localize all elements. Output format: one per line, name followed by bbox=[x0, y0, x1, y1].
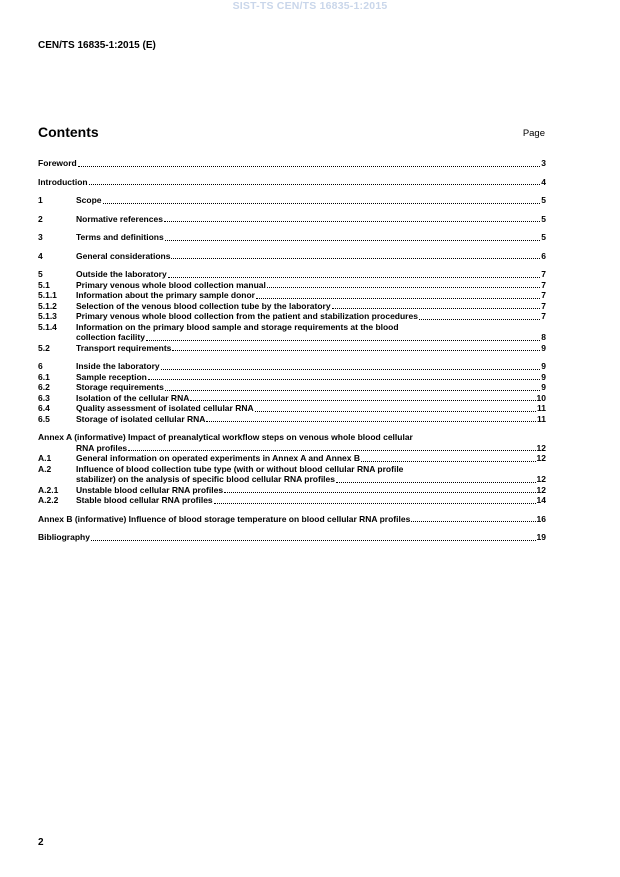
contents-title: Contents bbox=[38, 124, 99, 140]
dot-leader bbox=[411, 521, 535, 522]
toc-entry-a-2[interactable] bbox=[38, 464, 546, 485]
toc-number: A.1 bbox=[38, 453, 52, 463]
dot-leader bbox=[128, 450, 535, 451]
toc-title: Outside the laboratory bbox=[76, 269, 167, 279]
toc-number: A.2.2 bbox=[38, 495, 59, 505]
toc-title-line-2: stabilizer) on the analysis of specific blood cellular RNA profiles bbox=[76, 474, 335, 484]
toc-title: Transport requirements bbox=[76, 342, 172, 353]
toc-entry-a-2-2[interactable] bbox=[38, 495, 546, 506]
toc-entry-6-4[interactable] bbox=[38, 403, 546, 414]
dot-leader bbox=[332, 308, 541, 309]
toc-number: 6.4 bbox=[38, 403, 50, 413]
dot-leader bbox=[165, 390, 540, 391]
toc-page: 9 bbox=[541, 361, 546, 371]
toc-title: Terms and definitions bbox=[76, 232, 164, 242]
toc-entry-6-1[interactable] bbox=[38, 372, 546, 383]
toc-number: 5.1.2 bbox=[38, 300, 57, 311]
toc-title: Primary venous whole blood collection from the patient and stabilization procedures bbox=[76, 311, 418, 321]
toc-title-line-1: Annex A (informative) Impact of preanalytical workflow steps on venous whole blood cellular bbox=[38, 432, 413, 442]
toc-entry-5-2[interactable] bbox=[38, 343, 546, 354]
toc-entry-2[interactable] bbox=[38, 214, 546, 225]
toc-title: Bibliography bbox=[38, 532, 90, 542]
toc-entry-5-1-1[interactable] bbox=[38, 290, 546, 301]
toc-number: 5.1.1 bbox=[38, 290, 57, 300]
toc-title: Quality assessment of isolated cellular RNA bbox=[76, 403, 254, 413]
toc-page: 7 bbox=[541, 311, 546, 321]
toc-page: 14 bbox=[536, 495, 546, 505]
toc-page: 8 bbox=[541, 332, 546, 342]
toc-entry-introduction[interactable] bbox=[38, 177, 546, 188]
dot-leader bbox=[172, 350, 540, 351]
toc-entry-5-1-2[interactable] bbox=[38, 301, 546, 312]
toc-number: 6.2 bbox=[38, 382, 50, 392]
toc-page: 9 bbox=[541, 371, 546, 382]
toc-number: 6.5 bbox=[38, 413, 50, 424]
toc-page: 11 bbox=[537, 413, 546, 424]
toc-page: 11 bbox=[537, 403, 546, 413]
toc-title: Inside the laboratory bbox=[76, 361, 160, 371]
toc-number: 5.1 bbox=[38, 279, 50, 290]
toc-page: 16 bbox=[536, 513, 546, 524]
toc-title: Selection of the venous blood collection tube by the laboratory bbox=[76, 300, 331, 311]
dot-leader bbox=[146, 340, 540, 341]
toc-number: 5.2 bbox=[38, 342, 50, 353]
toc-number: A.2 bbox=[38, 463, 52, 474]
toc-title: Unstable blood cellular RNA profiles bbox=[76, 484, 224, 495]
dot-leader bbox=[161, 369, 541, 370]
toc-title: Foreword bbox=[38, 158, 77, 168]
toc-page: 19 bbox=[536, 532, 546, 542]
watermark: SIST-TS CEN/TS 16835-1:2015 bbox=[232, 0, 388, 12]
page-column-label: Page bbox=[522, 128, 545, 139]
toc-entry-annex-a[interactable] bbox=[38, 432, 546, 453]
toc-page: 5 bbox=[541, 232, 546, 242]
toc-number: 6 bbox=[38, 361, 43, 371]
toc-number: 4 bbox=[38, 250, 43, 261]
toc-entry-1[interactable] bbox=[38, 195, 546, 206]
toc-title: Sample reception bbox=[76, 371, 147, 382]
dot-leader bbox=[255, 411, 536, 412]
toc-title: Introduction bbox=[38, 176, 88, 187]
toc-entry-6-5[interactable] bbox=[38, 414, 546, 425]
dot-leader bbox=[165, 240, 541, 241]
dot-leader bbox=[148, 379, 540, 380]
dot-leader bbox=[256, 298, 540, 299]
toc-title-line-2: collection facility bbox=[76, 332, 145, 342]
dot-leader bbox=[361, 461, 536, 462]
toc-number: 5.1.3 bbox=[38, 311, 57, 321]
dot-leader bbox=[336, 482, 536, 483]
toc-entry-6-3[interactable] bbox=[38, 393, 546, 404]
toc-number: 6.3 bbox=[38, 392, 50, 403]
toc-title-line-2: RNA profiles bbox=[76, 442, 128, 453]
dot-leader bbox=[190, 400, 535, 401]
dot-leader bbox=[267, 287, 540, 288]
toc-page: 7 bbox=[541, 300, 546, 311]
toc-title: General information on operated experiments in Annex A and Annex B bbox=[76, 453, 361, 463]
toc-title-line-1: Information on the primary blood sample and storage requirements at the blood bbox=[76, 321, 399, 332]
dot-leader bbox=[89, 184, 541, 185]
toc-page: 12 bbox=[536, 442, 546, 453]
toc-page: 12 bbox=[536, 453, 546, 463]
dot-leader bbox=[206, 421, 536, 422]
toc-number: 1 bbox=[38, 195, 43, 205]
toc-entry-5[interactable] bbox=[38, 269, 546, 280]
toc-entry-5-1[interactable] bbox=[38, 280, 546, 291]
toc-number: 5 bbox=[38, 269, 43, 279]
dot-leader bbox=[91, 540, 536, 541]
toc-page: 12 bbox=[536, 484, 546, 495]
toc-title: Primary venous whole blood collection manual bbox=[76, 279, 266, 290]
toc-entry-5-1-4[interactable] bbox=[38, 322, 546, 343]
toc-page: 3 bbox=[541, 158, 546, 168]
toc-page: 6 bbox=[541, 250, 546, 261]
toc-title: Stable blood cellular RNA profiles bbox=[76, 495, 213, 505]
toc-page: 9 bbox=[541, 382, 546, 392]
dot-leader bbox=[103, 203, 541, 204]
dot-leader bbox=[214, 503, 536, 504]
dot-leader bbox=[419, 319, 540, 320]
toc-title-line-1: Influence of blood collection tube type (with or without blood cellular RNA profile bbox=[76, 463, 404, 474]
table-of-contents bbox=[38, 158, 546, 543]
toc-number: A.2.1 bbox=[38, 484, 59, 495]
toc-page: 7 bbox=[541, 269, 546, 279]
toc-page: 7 bbox=[541, 290, 546, 300]
dot-leader bbox=[171, 258, 540, 259]
toc-title: Isolation of the cellular RNA bbox=[76, 392, 190, 403]
dot-leader bbox=[168, 277, 541, 278]
toc-page: 9 bbox=[541, 342, 546, 353]
toc-entry-annex-b[interactable] bbox=[38, 514, 546, 525]
toc-page: 4 bbox=[541, 176, 546, 187]
toc-title: Storage requirements bbox=[76, 382, 164, 392]
dot-leader bbox=[78, 166, 541, 167]
dot-leader bbox=[224, 492, 535, 493]
toc-page: 5 bbox=[541, 213, 546, 224]
toc-number: 3 bbox=[38, 232, 43, 242]
toc-page: 12 bbox=[536, 474, 546, 484]
toc-title: Annex B (informative) Influence of blood storage temperature on blood cellular RNA profiles bbox=[38, 513, 411, 524]
toc-page: 10 bbox=[536, 392, 546, 403]
toc-title: General considerations bbox=[76, 250, 171, 261]
toc-page: 5 bbox=[541, 195, 546, 205]
toc-entry-bibliography[interactable] bbox=[38, 532, 546, 543]
dot-leader bbox=[164, 221, 540, 222]
toc-entry-5-1-3[interactable] bbox=[38, 311, 546, 322]
toc-number: 2 bbox=[38, 213, 43, 224]
toc-title: Information about the primary sample donor bbox=[76, 290, 255, 300]
toc-entry-foreword[interactable] bbox=[38, 158, 546, 169]
toc-entry-6-2[interactable] bbox=[38, 382, 546, 393]
toc-page: 7 bbox=[541, 279, 546, 290]
toc-entry-6[interactable] bbox=[38, 361, 546, 372]
page-number: 2 bbox=[38, 837, 44, 848]
toc-title: Scope bbox=[76, 195, 102, 205]
toc-entry-3[interactable] bbox=[38, 232, 546, 243]
toc-entry-a-2-1[interactable] bbox=[38, 485, 546, 496]
document-id: CEN/TS 16835-1:2015 (E) bbox=[38, 40, 156, 51]
toc-entry-a-1[interactable] bbox=[38, 453, 546, 464]
toc-title: Normative references bbox=[76, 213, 163, 224]
toc-number: 6.1 bbox=[38, 371, 50, 382]
toc-title: Storage of isolated cellular RNA bbox=[76, 413, 206, 424]
toc-entry-4[interactable] bbox=[38, 251, 546, 262]
toc-number: 5.1.4 bbox=[38, 321, 57, 332]
